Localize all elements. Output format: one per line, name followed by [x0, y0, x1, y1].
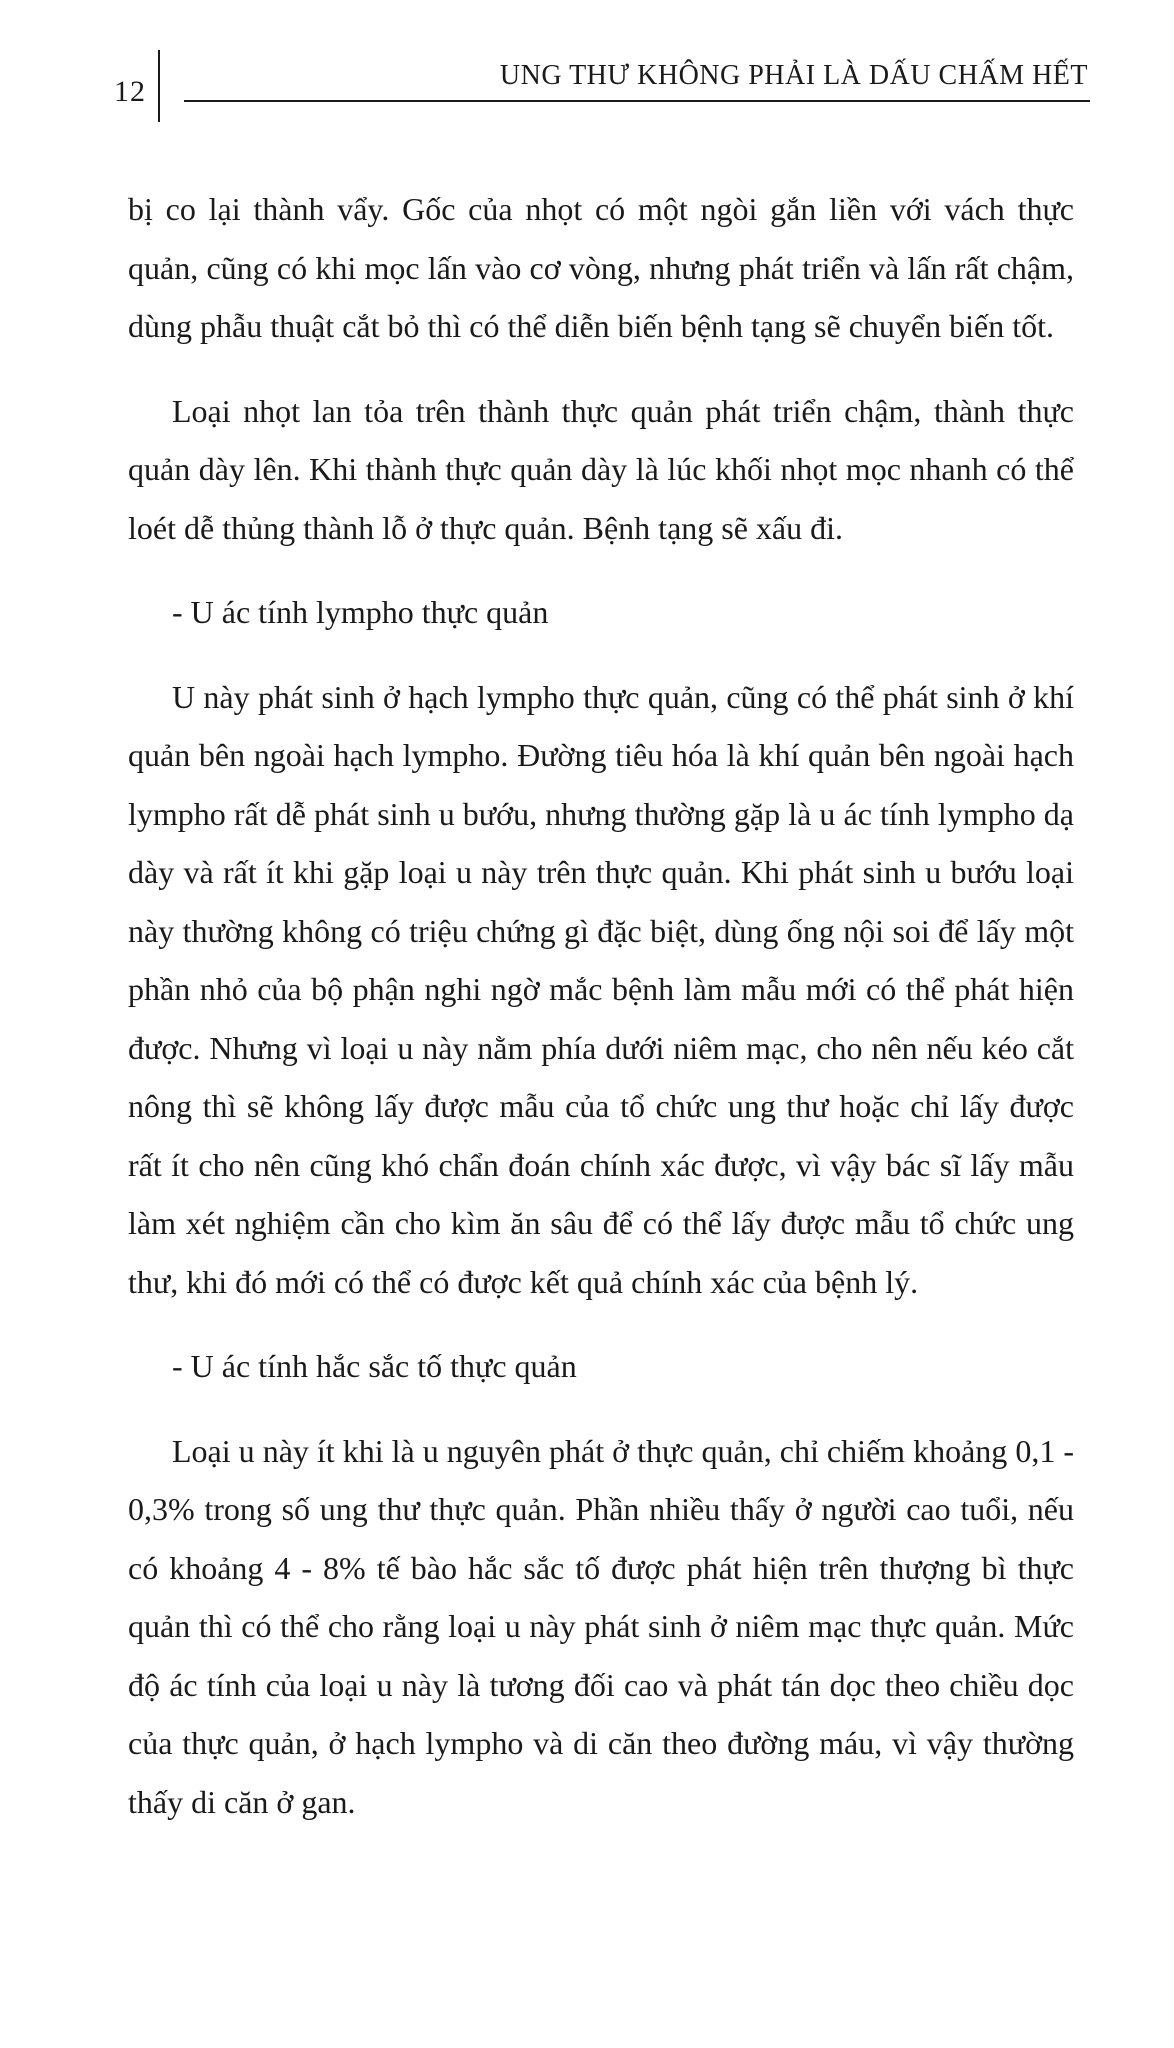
- header-rule: [184, 100, 1090, 102]
- paragraph: Loại nhọt lan tỏa trên thành thực quản phát triển chậm, thành thực quản dày lên. Khi thành thực quản dày là lúc khối nhọt mọc nhanh có thể loét dễ thủng thành lỗ ở thực quản. Bệnh tạng sẽ xấu đi.: [128, 392, 1074, 546]
- section-heading-lymphoma: - U ác tính lympho thực quản: [172, 594, 549, 630]
- page-number: 12: [114, 75, 146, 108]
- paragraph: U này phát sinh ở hạch lympho thực quản, cũng có thể phát sinh ở khí quản bên ngoài hạch lympho. Đường tiêu hóa là khí quản bên ngoài hạch lympho rất dễ phát sinh u bướu, nhưng thường gặp là u ác tính lympho dạ dày và rất ít khi gặp loại u này trên thực quản. Khi phát sinh u bướu loại này thường không có triệu chứng gì đặc biệt, dùng ống nội soi để lấy một phần nhỏ của bộ phận nghi ngờ mắc bệnh làm mẫu mới có thể phát hiện được. Nhưng vì loại u này nằm phía dưới niêm mạc, cho nên nếu kéo cắt nông thì sẽ không lấy được mẫu của tổ chức ung thư hoặc chỉ lấy được rất ít cho nên cũng khó chẩn đoán chính xác được, vì vậy bác sĩ lấy mẫu làm xét nghiệm cần cho kìm ăn sâu để có thể lấy được mẫu tổ chức ung thư, khi đó mới có thể có được kết quả chính xác của bệnh lý.: [128, 678, 1074, 1300]
- paragraph: Loại u này ít khi là u nguyên phát ở thực quản, chỉ chiếm khoảng 0,1 - 0,3% trong số ung thư thực quản. Phần nhiều thấy ở người cao tuổi, nếu có khoảng 4 - 8% tế bào hắc sắc tố được phát hiện trên thượng bì thực quản thì có thể cho rằng loại u này phát sinh ở niêm mạc thực quản. Mức độ ác tính của loại u này là tương đối cao và phát tán dọc theo chiều dọc của thực quản, ở hạch lympho và di căn theo đường máu, vì vậy thường thấy di căn ở gan.: [128, 1432, 1074, 1820]
- paragraph-continuation: bị co lại thành vẩy. Gốc của nhọt có một ngòi gắn liền với vách thực quản, cũng có khi mọc lấn vào cơ vòng, nhưng phát triển và lấn rất chậm, dùng phẫu thuật cắt bỏ thì có thể diễn biến bệnh tạng sẽ chuyển biến tốt.: [128, 191, 1074, 344]
- body-text: [128, 180, 1074, 1857]
- section-heading-melanoma: - U ác tính hắc sắc tố thực quản: [172, 1348, 577, 1384]
- header-vertical-rule: [158, 50, 160, 122]
- running-title: UNG THƯ KHÔNG PHẢI LÀ DẤU CHẤM HẾT: [499, 60, 1088, 91]
